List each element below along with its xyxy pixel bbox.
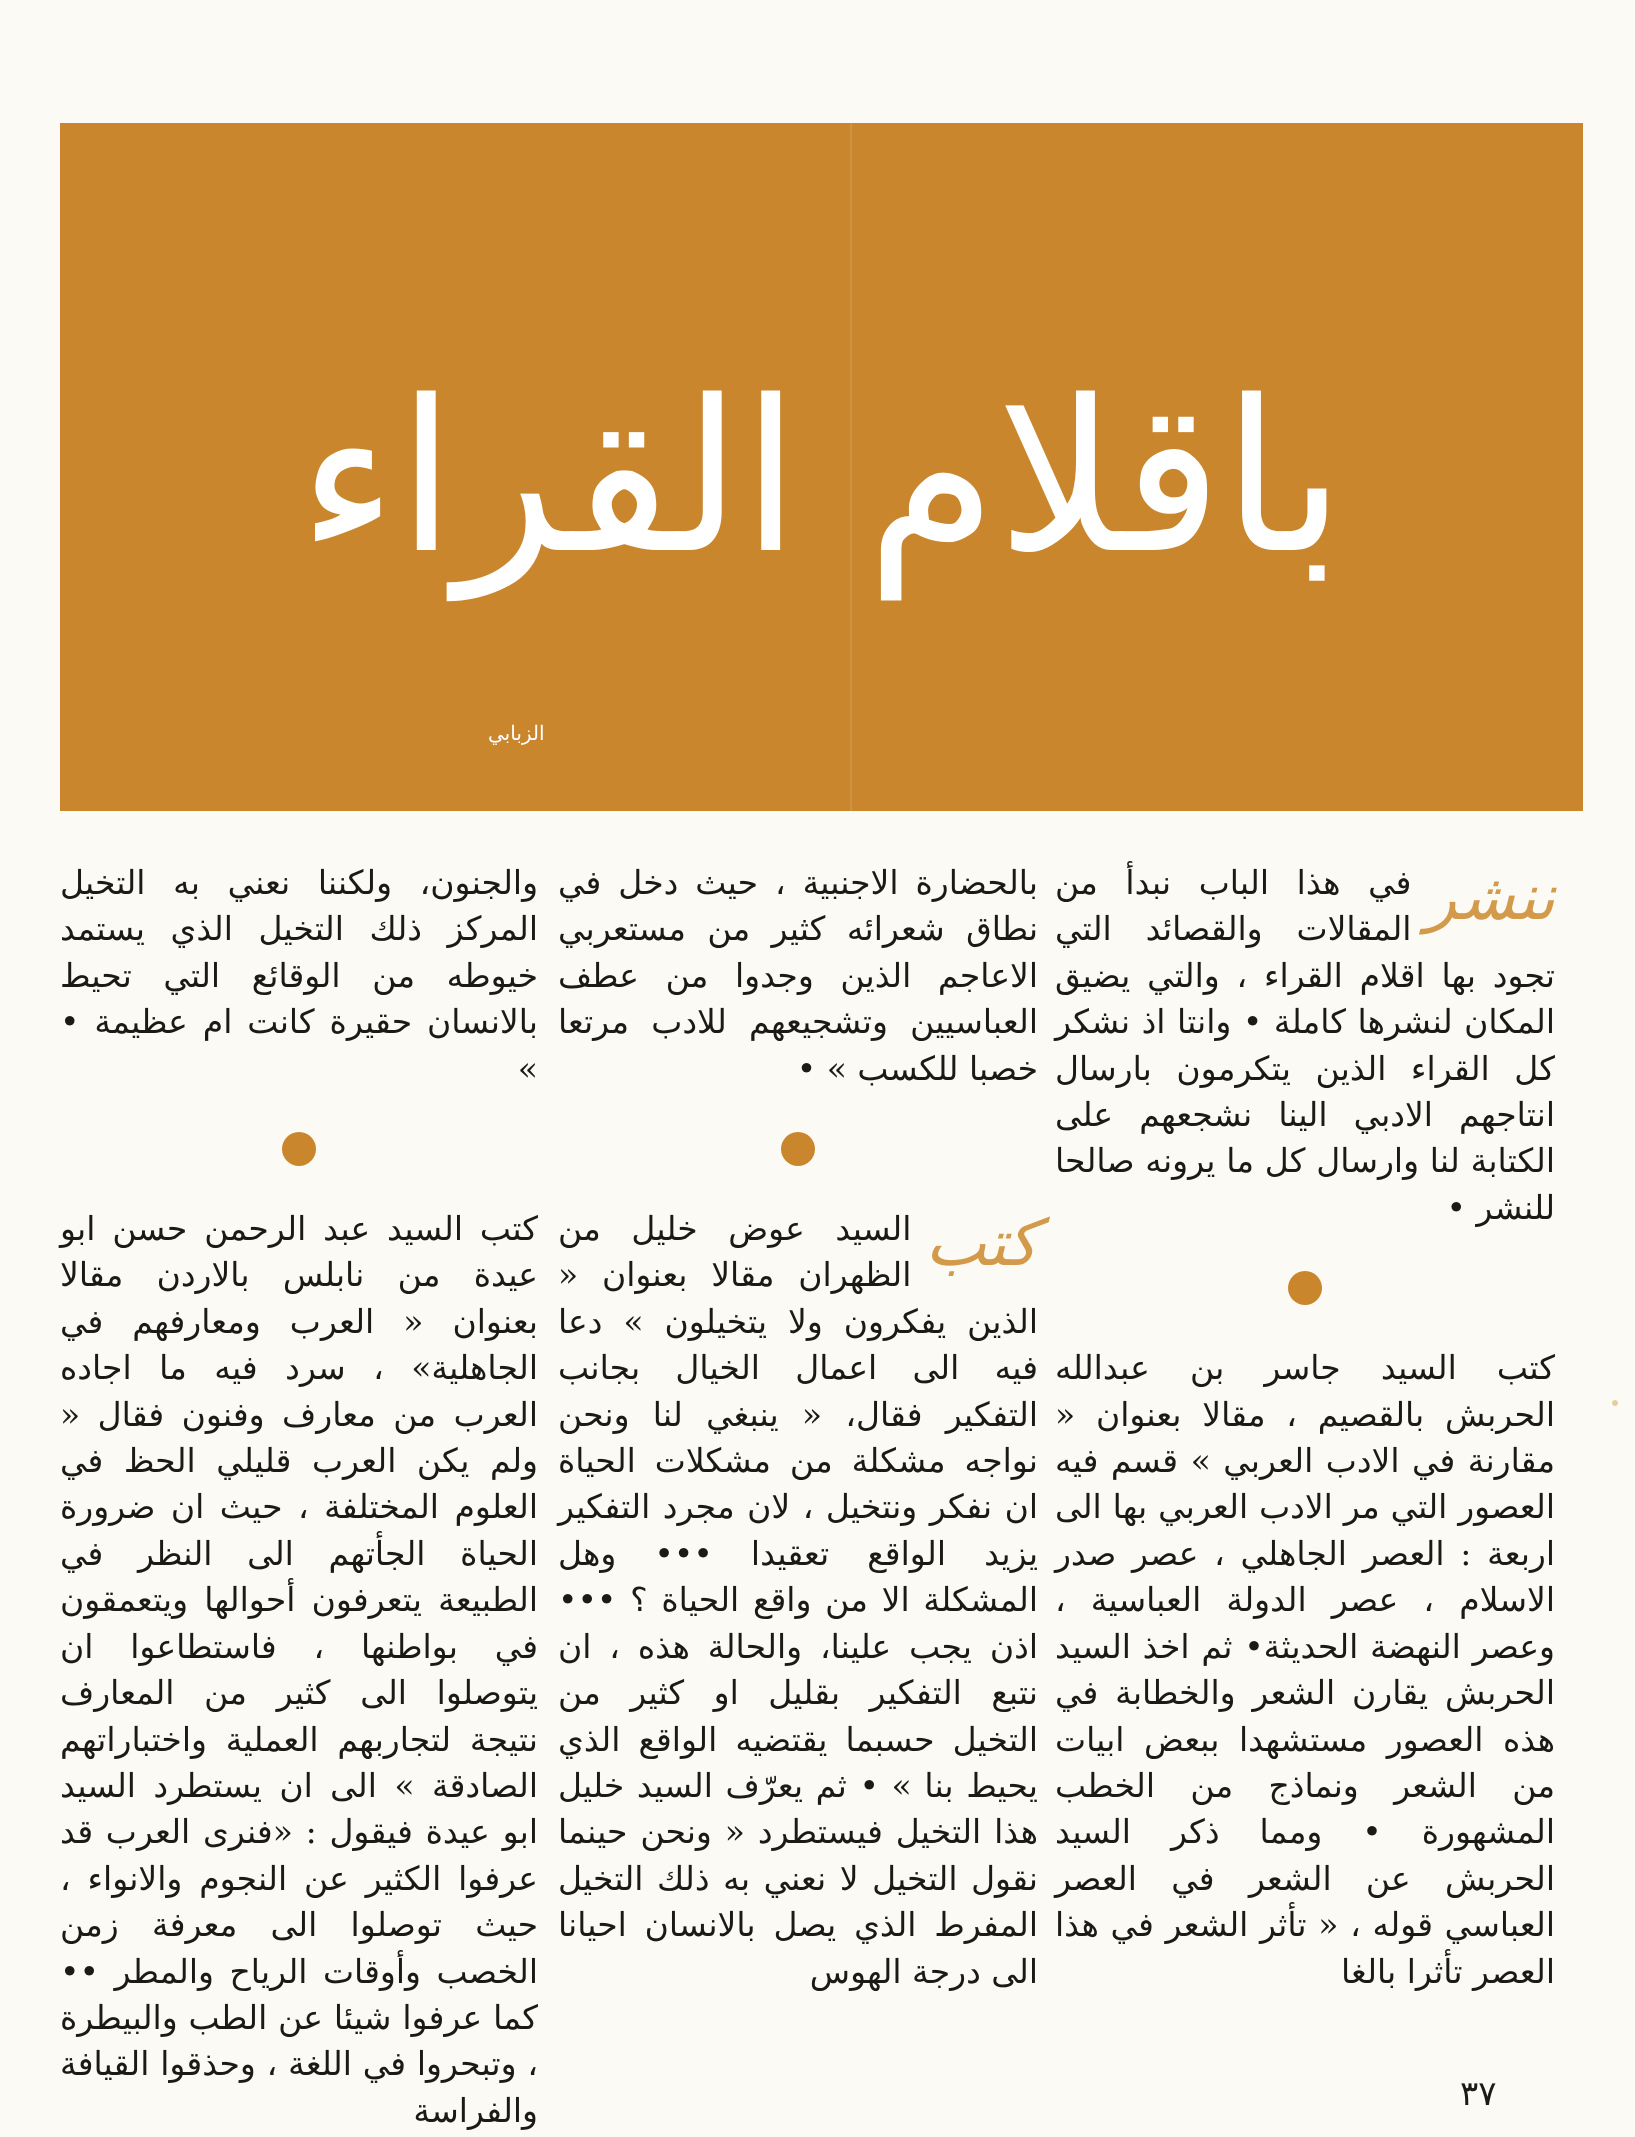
article-paragraph-khalil: السيد عوض خليل من الظهران مقالا بعنوان « الذين يفكرون ولا يتخيلون » دعا فيه الى اعمال الخيال بجانب التفكير فقال، « ينبغي لنا ونحن نواجه مشكلة من مشكلات الحياة ان نفكر ونتخيل ، لان مجرد التفكير يزيد الواقع تعقيدا ••• وهل المشكلة الا من واقع الحياة ؟ ••• اذن يجب علينا، والحالة هذه ، ان نتبع التفكير بقليل او كثير من التخيل حسبما يقتضيه الواقع الذي يحيط بنا » • ثم يعرّف السيد خليل هذا التخيل فيستطرد « ونحن حينما نقول التخيل لا نعني به ذلك التخيل المفرط الذي يصل بالانسان احيانا الى درجة الهوس bbox=[558, 1209, 1038, 1991]
margin-mark bbox=[1612, 1400, 1618, 1406]
page-number: ٣٧ bbox=[1460, 2074, 1497, 2114]
header-banner bbox=[60, 123, 1583, 811]
intro-paragraph: في هذا الباب نبدأ من المقالات والقصائد التي تجود بها اقلام القراء ، والتي يضيق المكان لنشرها كاملة • وانتا اذ نشكر كل القراء الذين يتكرمون بارسال انتاجهم الادبي الينا نشجعهم على الكتابة لنا وارسال كل ما يرونه صالحا للنشر • bbox=[1055, 863, 1555, 1227]
calligrapher-signature: الزبابي bbox=[488, 721, 545, 745]
drop-word-wrote: كتب bbox=[925, 1207, 1038, 1282]
section-separator-dot bbox=[781, 1132, 815, 1166]
article-paragraph-harbash: كتب السيد جاسر بن عبدالله الحربش بالقصيم ، مقالا بعنوان « مقارنة في الادب العربي » قسم فيه العصور التي مر الادب العربي بها الى اربعة : العصر الجاهلي ، عصر صدر الاسلام ، عصر الدولة العباسية ، وعصر النهضة الحديثة• ثم اخذ السيد الحربش يقارن الشعر والخطابة في هذه العصور مستشهدا ببعض ابيات من الشعر ونماذج من الخطب المشهورة • ومما ذكر السيد الحربش عن الشعر في العصر العباسي قوله ، « تأثر الشعر في هذا العصر تأثرا بالغا bbox=[1055, 1348, 1555, 1991]
section-title-calligraphy: باقلام القراء bbox=[298, 355, 1345, 600]
article-paragraph-abu-eida: كتب السيد عبد الرحمن حسن ابو عيدة من نابلس بالاردن مقالا بعنوان « العرب ومعارفهم في الجاهلية» ، سرد فيه ما اجاده العرب من معارف وفنون فقال « ولم يكن العرب قليلي الحظ في العلوم المختلفة ، حيث ان ضرورة الحياة الجأتهم الى النظر في الطبيعة يتعرفون أحوالها ويتعمقون في بواطنها ، فاستطاعوا ان يتوصلوا الى كثير من المعارف نتيجة لتجاربهم العملية واختباراتهم الصادقة » الى ان يستطرد السيد ابو عيدة فيقول : «فنرى العرب قد عرفوا الكثير عن النجوم والانواء ، حيث توصلوا الى معرفة زمن الخصب وأوقات الرياح والمطر •• كما عرفوا شيئا عن الطب والبيطرة ، وتبحروا في اللغة ، وحذقوا القيافة والفراسة bbox=[60, 1209, 538, 2130]
section-separator-dot bbox=[1288, 1271, 1322, 1305]
article-column-left bbox=[60, 860, 538, 2134]
article-column-right bbox=[1055, 860, 1555, 1995]
section-separator-dot bbox=[282, 1132, 316, 1166]
article-paragraph-continuation: بالحضارة الاجنبية ، حيث دخل في نطاق شعرائه كثير من مستعربي الاعاجم الذين وجدوا من عطف العباسيين وتشجيعهم للادب مرتعا خصبا للكسب » • bbox=[558, 863, 1038, 1088]
article-paragraph-continuation: والجنون، ولكننا نعني به التخيل المركز ذلك التخيل الذي يستمد خيوطه من الوقائع التي تحيط بالانسان حقيرة كانت ام عظيمة • » bbox=[60, 863, 538, 1088]
drop-word-publish: ننشر bbox=[1425, 861, 1555, 935]
article-column-middle bbox=[558, 860, 1038, 1995]
